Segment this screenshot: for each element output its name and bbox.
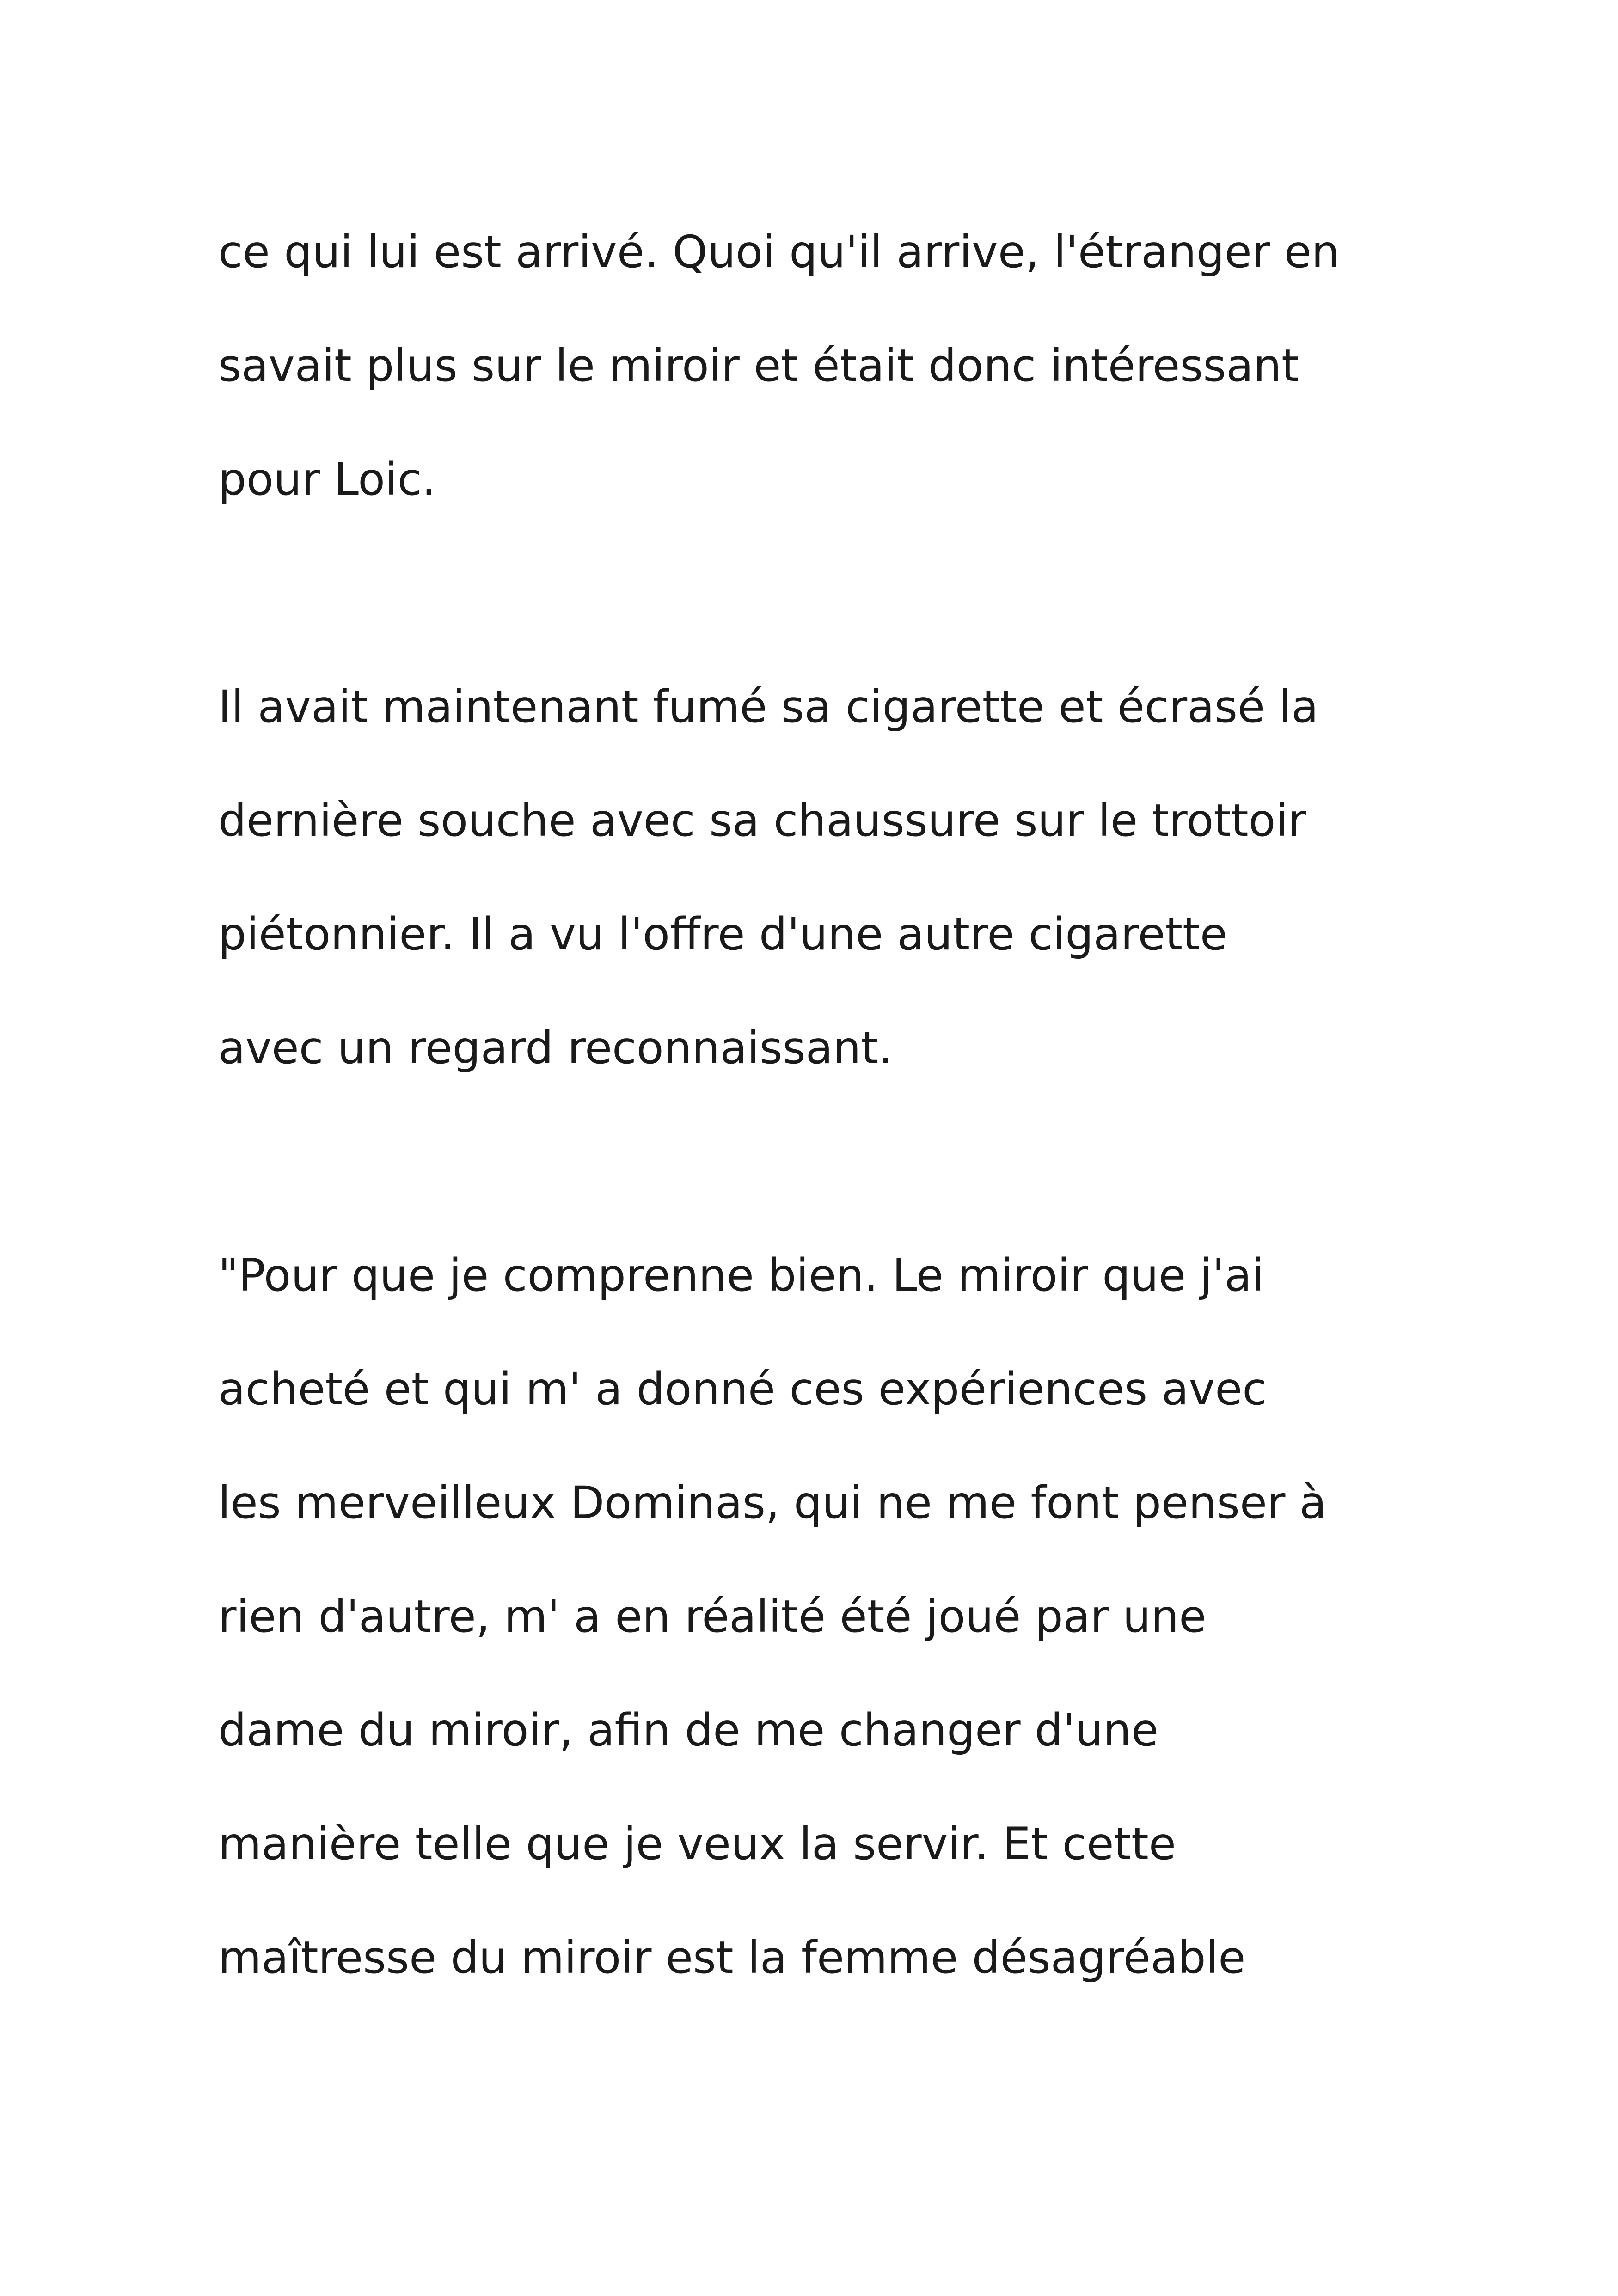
text-line: acheté et qui m' a donné ces expériences avec [218, 1363, 1267, 1415]
text-line: savait plus sur le miroir et était donc intéressant [218, 340, 1299, 392]
text-line: dame du miroir, afin de me changer d'une [218, 1704, 1159, 1756]
text-line: les merveilleux Dominas, qui ne me font penser à [218, 1477, 1327, 1529]
text-line: dernière souche avec sa chaussure sur le trottoir [218, 795, 1306, 846]
paragraph-break [218, 558, 1466, 672]
body-text [218, 217, 1466, 2037]
paragraph-3 [218, 1241, 1466, 2037]
text-line: maîtresse du miroir est la femme désagréable [218, 1932, 1246, 1984]
text-line: ce qui lui est arrivé. Quoi qu'il arrive, l'étranger en [218, 226, 1340, 278]
text-line: avec un regard reconnaissant. [218, 1022, 893, 1074]
text-line: manière telle que je veux la servir. Et cette [218, 1818, 1176, 1870]
text-line: Il avait maintenant fumé sa cigarette et écrasé la [218, 681, 1319, 733]
text-line: "Pour que je comprenne bien. Le miroir que j'ai [218, 1249, 1264, 1301]
text-line: piétonnier. Il a vu l'offre d'une autre cigarette [218, 908, 1227, 960]
paragraph-break [218, 1127, 1466, 1241]
text-line: pour Loic. [218, 453, 436, 505]
paragraph-2 [218, 672, 1466, 1127]
text-line: rien d'autre, m' a en réalité été joué par une [218, 1591, 1207, 1642]
paragraph-1 [218, 217, 1466, 558]
